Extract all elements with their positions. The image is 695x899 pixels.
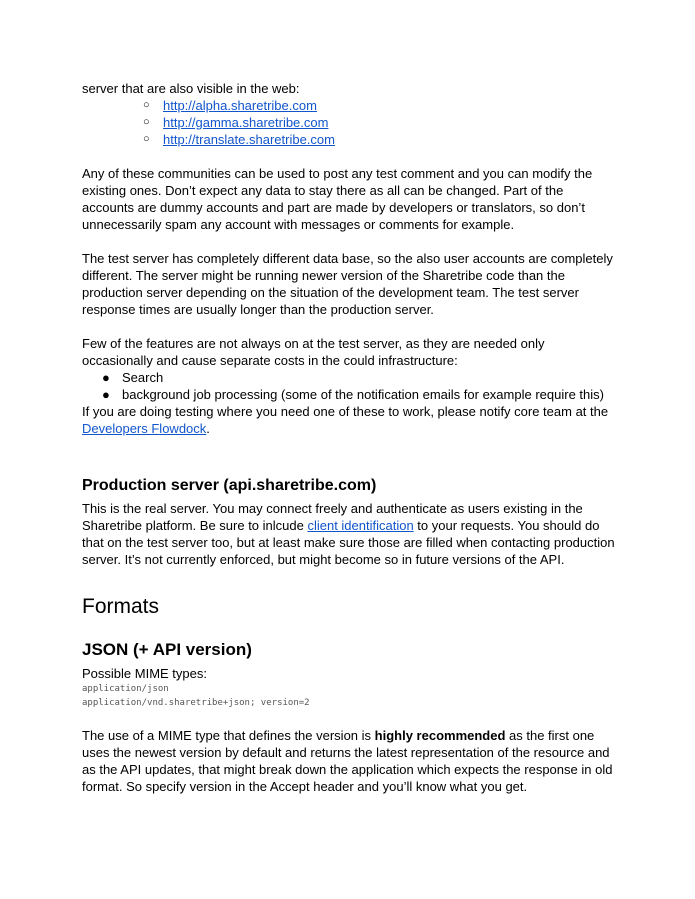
- notify-end: .: [206, 421, 210, 436]
- list-item: [82, 131, 617, 148]
- disc-bullet-icon: ●: [102, 370, 110, 385]
- paragraph-communities: Any of these communities can be used to post any test comment and you can modify the existing ones. Don’t expect any data to stay there as all can be changed. Part of the accounts are dummy accounts and part are made by developers or translators, so don’t unnecessarily spam any account with messages or comments for example.: [82, 166, 593, 232]
- client-identification-link[interactable]: client identification: [307, 518, 414, 533]
- paragraph-test-server: The test server has completely different data base, so the also user accounts are completely different. The server might be running newer version of the Sharetribe code than the production server depending on the situation of the development team. The test server response times are usually longer than the production server.: [82, 251, 613, 317]
- production-text-end: to your requests. You should do that on the test server too, but at least make sure those are filled when contacting production server. It’s not currently enforced, but might become so in future versions of the API.: [82, 518, 615, 567]
- formats-heading: Formats: [82, 595, 160, 618]
- notify-text: If you are doing testing where you need one of these to work, please notify core team at the: [82, 404, 609, 419]
- developers-flowdock-link[interactable]: Developers Flowdock: [82, 421, 207, 436]
- version-text-start: The use of a MIME type that defines the version is: [82, 728, 375, 743]
- alpha-link[interactable]: http://alpha.sharetribe.com: [163, 98, 317, 113]
- test-server-link-list: [82, 97, 617, 148]
- paragraph-production: [82, 500, 617, 568]
- translate-link[interactable]: http://translate.sharetribe.com: [163, 132, 335, 147]
- mime-type-line: application/vnd.sharetribe+json; version=2: [82, 698, 310, 708]
- circle-bullet-icon: ○: [143, 133, 150, 145]
- json-heading: JSON (+ API version): [82, 640, 252, 659]
- list-item: [82, 386, 617, 403]
- intro-text: server that are also visible in the web:: [82, 81, 300, 96]
- production-text-start: This is the real server. You may connect freely and authenticate as users existing in the Sharetribe platform. Be sure to inlcude: [82, 501, 583, 533]
- circle-bullet-icon: ○: [143, 99, 150, 111]
- gamma-link[interactable]: http://gamma.sharetribe.com: [163, 115, 329, 130]
- list-item: [82, 97, 617, 114]
- production-heading: Production server (api.sharetribe.com): [82, 477, 377, 494]
- mime-label: Possible MIME types:: [82, 666, 207, 681]
- list-item: [82, 114, 617, 131]
- paragraph-notify: [82, 403, 617, 437]
- feature-list: [82, 369, 617, 403]
- disc-bullet-icon: ●: [102, 387, 110, 402]
- feature-label: background job processing (some of the notification emails for example require this): [122, 387, 604, 402]
- highly-recommended-emphasis: highly recommended: [374, 728, 506, 743]
- circle-bullet-icon: ○: [143, 116, 150, 128]
- paragraph-version: [82, 727, 617, 795]
- mime-type-line: application/json: [82, 684, 169, 694]
- version-text-end: as the first one uses the newest version by default and returns the latest representation of the resource and as the API updates, that might break down the application which expects the response in old format. So specify version in the Accept header and you’ll know what you get.: [82, 728, 613, 794]
- document-page: [82, 80, 617, 795]
- paragraph-features: Few of the features are not always on at the test server, as they are needed only occasionally and cause separate costs in the could infrastructure:: [82, 336, 545, 368]
- list-item: [82, 369, 617, 386]
- feature-label: Search: [122, 370, 164, 385]
